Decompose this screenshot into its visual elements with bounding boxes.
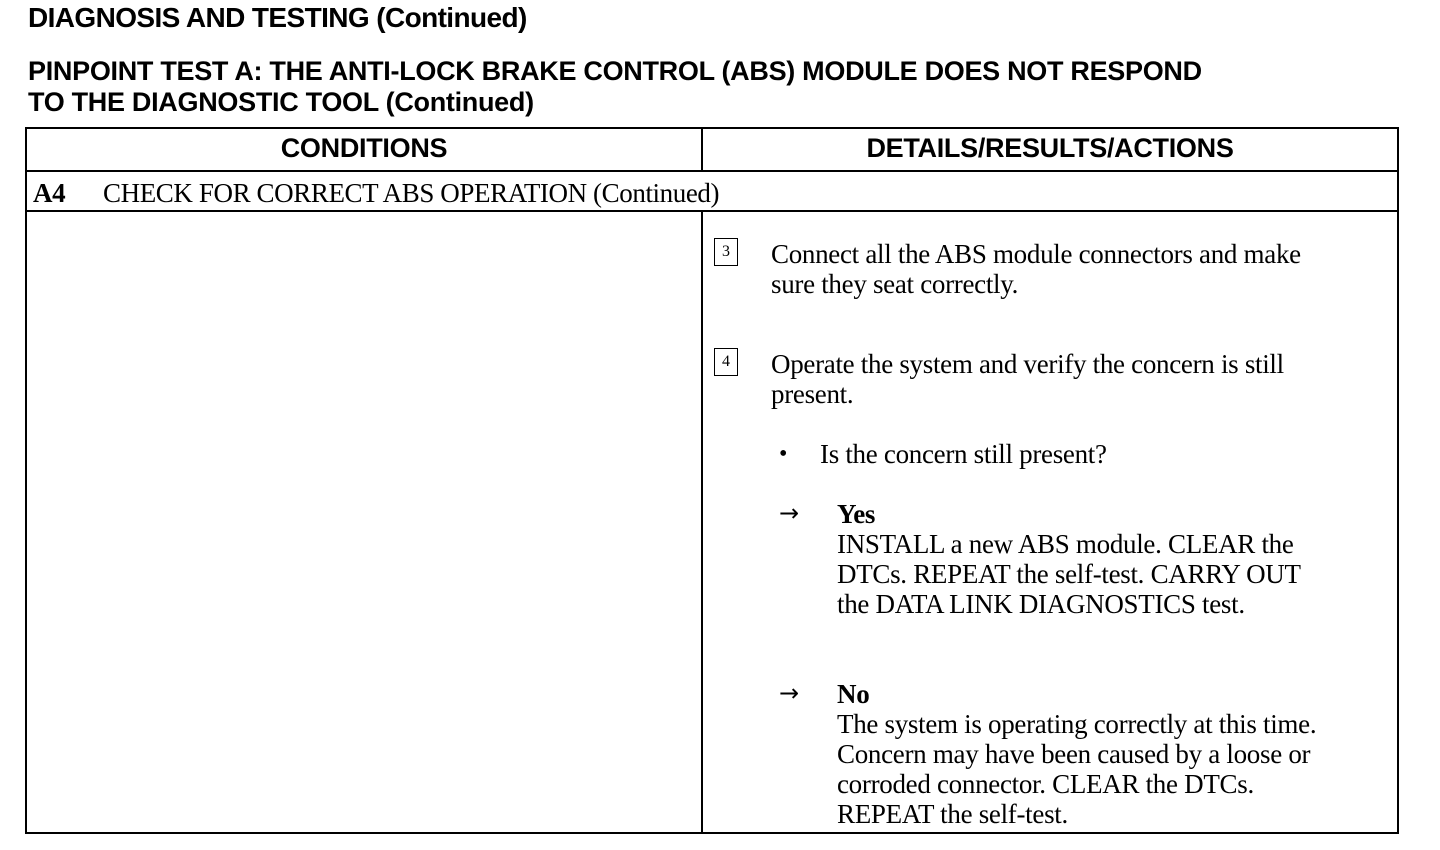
step-row xyxy=(33,178,719,209)
test-title-line-1: PINPOINT TEST A: THE ANTI-LOCK BRAKE CONTROL (ABS) MODULE DOES NOT RESPOND xyxy=(28,56,1202,86)
header-divider xyxy=(27,170,1397,172)
substep-4-line-1: Operate the system and verify the concern is still xyxy=(771,349,1284,379)
substep-3-line-2: sure they seat correctly. xyxy=(771,269,1019,299)
pinpoint-test-title xyxy=(28,56,1418,118)
page-title: DIAGNOSIS AND TESTING (Continued) xyxy=(28,2,527,33)
answer-yes-label: Yes xyxy=(837,499,876,529)
question-text xyxy=(820,439,1107,469)
step-row-divider xyxy=(27,210,1397,212)
substep-number-box: 3 xyxy=(714,238,738,266)
answer-no-line-1: The system is operating correctly at this time. xyxy=(837,709,1317,739)
substep-number-box: 4 xyxy=(714,348,738,376)
body-column-divider xyxy=(701,212,703,832)
question-line: Is the concern still present? xyxy=(820,439,1107,469)
answer-no-line-3: corroded connector. CLEAR the DTCs. xyxy=(837,769,1254,799)
test-title-line-2: TO THE DIAGNOSTIC TOOL (Continued) xyxy=(28,87,534,117)
step-id: A4 xyxy=(33,178,66,208)
answer-no-line-2: Concern may have been caused by a loose or xyxy=(837,739,1311,769)
column-header-details: DETAILS/RESULTS/ACTIONS xyxy=(866,133,1234,163)
substep-3-text xyxy=(771,239,1301,299)
answer-yes-line-3: the DATA LINK DIAGNOSTICS test. xyxy=(837,589,1245,619)
substep-4-line-2: present. xyxy=(771,379,854,409)
diagnostic-table xyxy=(25,127,1399,834)
substep-4-text xyxy=(771,349,1284,409)
answer-no-label: No xyxy=(837,679,870,709)
arrow-right-icon: → xyxy=(779,499,800,527)
bullet-icon: • xyxy=(779,441,788,467)
answer-yes-line-1: INSTALL a new ABS module. CLEAR the xyxy=(837,529,1294,559)
answer-no-line-4: REPEAT the self-test. xyxy=(837,799,1068,829)
arrow-right-icon: → xyxy=(779,679,800,707)
substep-3-line-1: Connect all the ABS module connectors and make xyxy=(771,239,1301,269)
answer-yes xyxy=(837,499,1301,619)
column-header-conditions: CONDITIONS xyxy=(280,133,448,163)
answer-no xyxy=(837,679,1316,829)
step-title: CHECK FOR CORRECT ABS OPERATION (Continued) xyxy=(103,178,720,208)
answer-yes-line-2: DTCs. REPEAT the self-test. CARRY OUT xyxy=(837,559,1301,589)
